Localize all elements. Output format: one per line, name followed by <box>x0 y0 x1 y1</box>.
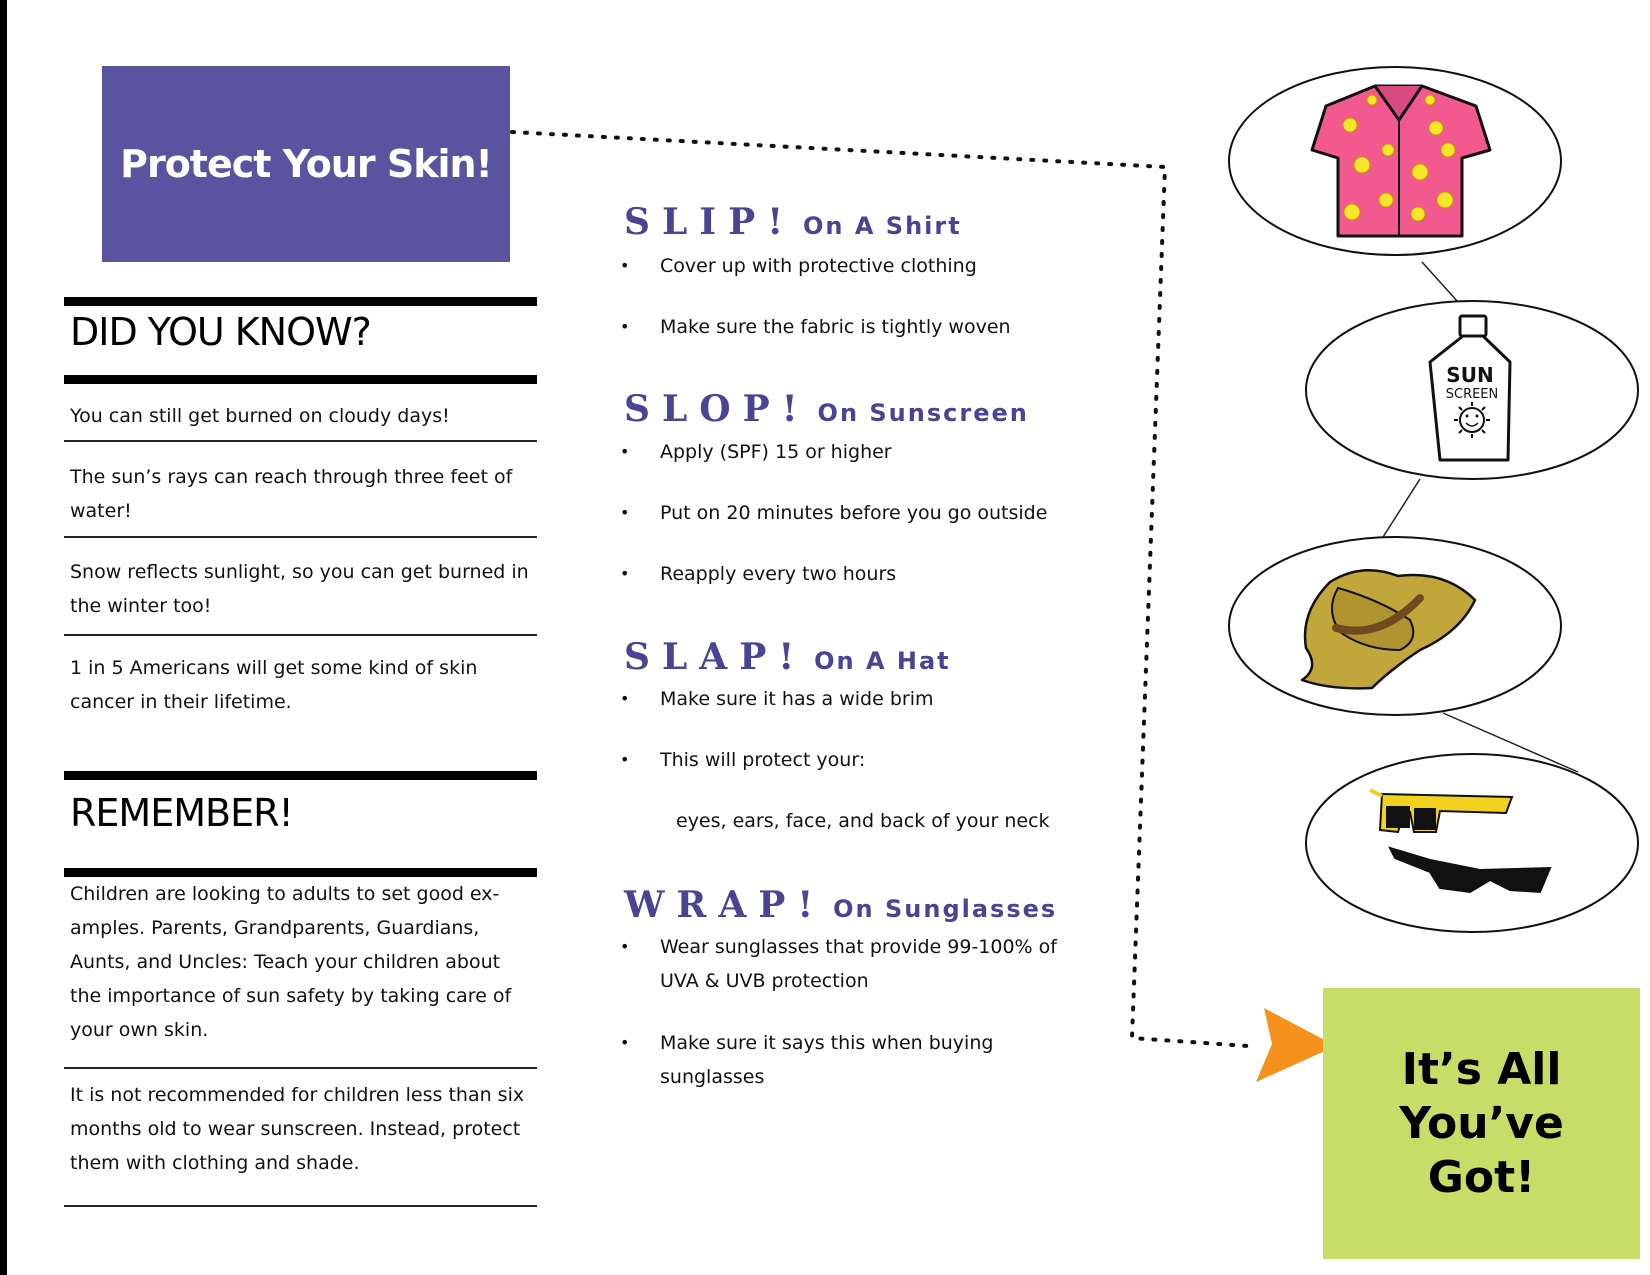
section-keyword: WRAP! <box>624 884 826 926</box>
bullet-text: Make sure the fabric is tightly woven <box>660 316 1011 338</box>
section-subtitle: On Sunscreen <box>817 399 1029 427</box>
indented-text: eyes, ears, face, and back of your neck <box>676 810 1050 832</box>
bullet-dot: • <box>620 564 630 583</box>
callout-box <box>1323 988 1640 1259</box>
callout-line: Got! <box>1427 1151 1536 1203</box>
bullet-dot: • <box>620 689 630 708</box>
remember-paragraph: It is not recommended for children less than six months old to wear sunscreen. Instead, protect them with clothing and shade. <box>70 1084 525 1174</box>
bullet-dot: • <box>620 503 630 522</box>
fact-item: 1 in 5 Americans will get some kind of skin cancer in their lifetime. <box>70 657 478 713</box>
bottle-label: SUN <box>1446 363 1494 387</box>
oval-connector <box>1383 479 1420 537</box>
bullet-text: Wear sunglasses that provide 99-100% of UVA & UVB protection <box>660 936 1057 992</box>
bullet-text: Cover up with protective clothing <box>660 255 977 277</box>
section-subtitle: On A Shirt <box>803 212 962 240</box>
oval-connector <box>1422 262 1458 302</box>
callout-line: You’ve <box>1399 1097 1564 1149</box>
section-keyword: SLIP! <box>624 201 796 243</box>
section-subtitle: On A Hat <box>814 647 951 675</box>
fact-item: Snow reflects sunlight, so you can get burned in the winter too! <box>70 561 529 617</box>
bullet-dot: • <box>620 317 630 336</box>
page-title: Protect Your Skin! <box>120 142 492 186</box>
bullet-dot: • <box>620 1033 630 1052</box>
section-keyword: SLOP! <box>624 388 810 430</box>
section-keyword: SLAP! <box>624 636 807 678</box>
fact-item: You can still get burned on cloudy days! <box>70 405 450 427</box>
section-subtitle: On Sunglasses <box>833 895 1058 923</box>
bullet-dot: • <box>620 937 630 956</box>
did-you-know-heading: DID YOU KNOW? <box>70 310 371 354</box>
bullet-text: Reapply every two hours <box>660 563 897 585</box>
bullet-text: This will protect your: <box>660 749 866 771</box>
bottle-label: SCREEN <box>1445 387 1499 402</box>
hawaiian-shirt-icon <box>1312 86 1490 236</box>
remember-heading: REMEMBER! <box>70 791 293 835</box>
bullet-dot: • <box>620 442 630 461</box>
bullet-text: Make sure it says this when buying sunglasses <box>660 1032 994 1088</box>
oval-frame <box>1306 754 1638 932</box>
remember-paragraph: Children are looking to adults to set good ex-amples. Parents, Grandparents, Guardians, Aunts, and Uncles: Teach your children about the importance of sun safety by taking care of your own skin. <box>70 883 512 1041</box>
dotted-connector <box>512 132 1248 1046</box>
bullet-dot: • <box>620 256 630 275</box>
bullet-text: Put on 20 minutes before you go outside <box>660 502 1048 524</box>
fact-item: The sun’s rays can reach through three feet of water! <box>70 466 513 522</box>
callout-line: It’s All <box>1401 1043 1562 1095</box>
bullet-text: Make sure it has a wide brim <box>660 688 934 710</box>
bullet-dot: • <box>620 750 630 769</box>
bullet-text: Apply (SPF) 15 or higher <box>660 441 892 463</box>
